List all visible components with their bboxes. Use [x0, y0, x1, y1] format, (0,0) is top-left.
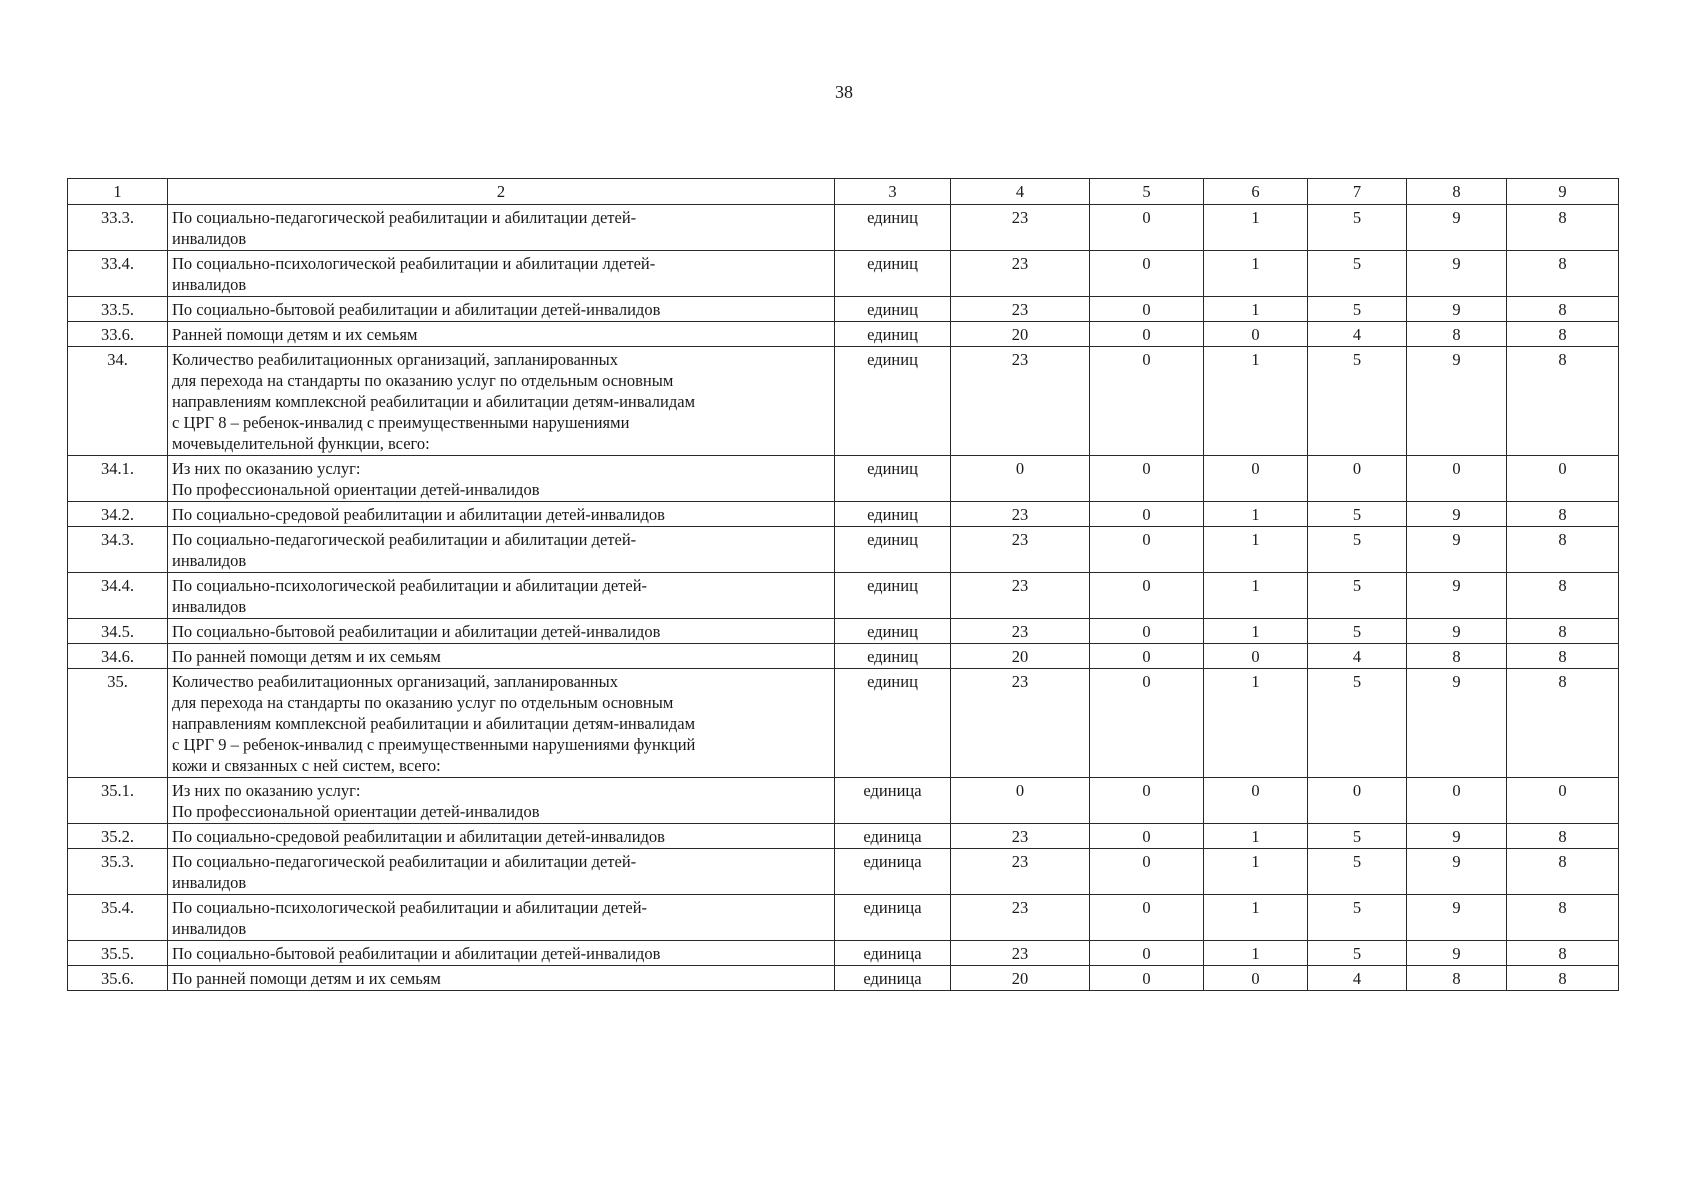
value-cell-col7: 5	[1308, 824, 1407, 849]
value-cell-col4: 23	[951, 347, 1090, 456]
value-cell-col8: 9	[1407, 895, 1507, 941]
value-cell-col9: 8	[1507, 322, 1619, 347]
row-description-cell: По социально-психологической реабилитации и абилитации детей- инвалидов	[168, 573, 835, 619]
value-cell-col4: 23	[951, 527, 1090, 573]
row-unit-cell: единица	[835, 849, 951, 895]
value-cell-col5: 0	[1090, 669, 1204, 778]
row-description-cell: Из них по оказанию услуг: По профессиональной ориентации детей-инвалидов	[168, 778, 835, 824]
row-unit-cell: единиц	[835, 251, 951, 297]
row-description-cell: Из них по оказанию услуг: По профессиональной ориентации детей-инвалидов	[168, 456, 835, 502]
row-number-cell: 33.5.	[68, 297, 168, 322]
value-cell-col8: 8	[1407, 322, 1507, 347]
value-cell-col4: 20	[951, 322, 1090, 347]
row-unit-cell: единица	[835, 824, 951, 849]
row-description-cell: По социально-психологической реабилитации и абилитации детей- инвалидов	[168, 895, 835, 941]
value-cell-col9: 8	[1507, 205, 1619, 251]
value-cell-col5: 0	[1090, 347, 1204, 456]
row-unit-cell: единица	[835, 778, 951, 824]
value-cell-col9: 0	[1507, 778, 1619, 824]
row-description-cell: По ранней помощи детям и их семьям	[168, 644, 835, 669]
value-cell-col8: 9	[1407, 502, 1507, 527]
row-description-cell: Ранней помощи детям и их семьям	[168, 322, 835, 347]
value-cell-col8: 8	[1407, 966, 1507, 991]
value-cell-col7: 5	[1308, 251, 1407, 297]
row-unit-cell: единиц	[835, 669, 951, 778]
value-cell-col6: 1	[1204, 669, 1308, 778]
value-cell-col5: 0	[1090, 527, 1204, 573]
value-cell-col5: 0	[1090, 824, 1204, 849]
value-cell-col4: 23	[951, 895, 1090, 941]
row-description-cell: По социально-педагогической реабилитации и абилитации детей- инвалидов	[168, 527, 835, 573]
value-cell-col7: 5	[1308, 205, 1407, 251]
table-row	[68, 824, 1619, 849]
value-cell-col9: 8	[1507, 849, 1619, 895]
value-cell-col7: 5	[1308, 573, 1407, 619]
row-description-cell: По социально-бытовой реабилитации и абилитации детей-инвалидов	[168, 941, 835, 966]
value-cell-col6: 1	[1204, 347, 1308, 456]
value-cell-col9: 0	[1507, 456, 1619, 502]
value-cell-col5: 0	[1090, 251, 1204, 297]
value-cell-col6: 1	[1204, 895, 1308, 941]
row-unit-cell: единиц	[835, 502, 951, 527]
table-row	[68, 669, 1619, 778]
row-number-cell: 33.4.	[68, 251, 168, 297]
value-cell-col8: 9	[1407, 824, 1507, 849]
row-unit-cell: единиц	[835, 619, 951, 644]
value-cell-col4: 23	[951, 619, 1090, 644]
row-unit-cell: единиц	[835, 297, 951, 322]
value-cell-col9: 8	[1507, 669, 1619, 778]
page-number: 38	[835, 82, 853, 102]
value-cell-col5: 0	[1090, 573, 1204, 619]
table-row	[68, 941, 1619, 966]
row-description-cell: По социально-бытовой реабилитации и абилитации детей-инвалидов	[168, 297, 835, 322]
row-unit-cell: единиц	[835, 644, 951, 669]
data-table	[67, 178, 1619, 991]
value-cell-col7: 0	[1308, 778, 1407, 824]
value-cell-col8: 9	[1407, 669, 1507, 778]
row-number-cell: 33.6.	[68, 322, 168, 347]
row-description-cell: По социально-педагогической реабилитации и абилитации детей- инвалидов	[168, 205, 835, 251]
value-cell-col7: 0	[1308, 456, 1407, 502]
row-number-cell: 34.4.	[68, 573, 168, 619]
value-cell-col4: 23	[951, 941, 1090, 966]
table-row	[68, 644, 1619, 669]
row-number-cell: 34.3.	[68, 527, 168, 573]
value-cell-col5: 0	[1090, 322, 1204, 347]
column-header: 4	[951, 179, 1090, 205]
table-row	[68, 527, 1619, 573]
row-number-cell: 33.3.	[68, 205, 168, 251]
table-body	[68, 205, 1619, 991]
value-cell-col8: 0	[1407, 456, 1507, 502]
value-cell-col5: 0	[1090, 849, 1204, 895]
value-cell-col4: 0	[951, 456, 1090, 502]
row-unit-cell: единиц	[835, 573, 951, 619]
row-number-cell: 34.1.	[68, 456, 168, 502]
table-row	[68, 251, 1619, 297]
value-cell-col6: 1	[1204, 824, 1308, 849]
value-cell-col6: 0	[1204, 778, 1308, 824]
value-cell-col5: 0	[1090, 644, 1204, 669]
row-number-cell: 34.5.	[68, 619, 168, 644]
row-unit-cell: единица	[835, 966, 951, 991]
value-cell-col5: 0	[1090, 966, 1204, 991]
table-row	[68, 456, 1619, 502]
value-cell-col9: 8	[1507, 573, 1619, 619]
value-cell-col5: 0	[1090, 619, 1204, 644]
value-cell-col6: 1	[1204, 573, 1308, 619]
row-description-cell: Количество реабилитационных организаций, запланированных для перехода на стандарты по оказанию услуг по отдельным основным направлениям комплексной реабилитации и абилитации детям-инвалидам с ЦРГ 8 – ребенок-инвалид с преимущественными нарушениями мочевыделительной функции, всего:	[168, 347, 835, 456]
column-header: 3	[835, 179, 951, 205]
value-cell-col8: 9	[1407, 205, 1507, 251]
value-cell-col9: 8	[1507, 895, 1619, 941]
value-cell-col9: 8	[1507, 644, 1619, 669]
value-cell-col8: 9	[1407, 619, 1507, 644]
table-header	[68, 179, 1619, 205]
row-description-cell: По социально-педагогической реабилитации и абилитации детей- инвалидов	[168, 849, 835, 895]
value-cell-col5: 0	[1090, 456, 1204, 502]
table-row	[68, 573, 1619, 619]
value-cell-col5: 0	[1090, 297, 1204, 322]
column-header: 6	[1204, 179, 1308, 205]
value-cell-col4: 0	[951, 778, 1090, 824]
value-cell-col7: 5	[1308, 297, 1407, 322]
row-unit-cell: единица	[835, 941, 951, 966]
value-cell-col8: 8	[1407, 644, 1507, 669]
row-number-cell: 35.4.	[68, 895, 168, 941]
table-row	[68, 778, 1619, 824]
table-row	[68, 297, 1619, 322]
value-cell-col8: 9	[1407, 941, 1507, 966]
value-cell-col5: 0	[1090, 778, 1204, 824]
row-description-cell: По социально-средовой реабилитации и абилитации детей-инвалидов	[168, 824, 835, 849]
column-header: 7	[1308, 179, 1407, 205]
row-unit-cell: единица	[835, 895, 951, 941]
column-header: 9	[1507, 179, 1619, 205]
row-number-cell: 35.2.	[68, 824, 168, 849]
value-cell-col4: 23	[951, 824, 1090, 849]
value-cell-col6: 0	[1204, 644, 1308, 669]
value-cell-col4: 23	[951, 205, 1090, 251]
value-cell-col5: 0	[1090, 205, 1204, 251]
row-number-cell: 35.1.	[68, 778, 168, 824]
table-row	[68, 205, 1619, 251]
value-cell-col9: 8	[1507, 502, 1619, 527]
value-cell-col6: 1	[1204, 941, 1308, 966]
value-cell-col8: 9	[1407, 527, 1507, 573]
value-cell-col6: 0	[1204, 966, 1308, 991]
value-cell-col9: 8	[1507, 619, 1619, 644]
row-description-cell: По ранней помощи детям и их семьям	[168, 966, 835, 991]
table-row	[68, 347, 1619, 456]
row-number-cell: 35.6.	[68, 966, 168, 991]
value-cell-col6: 1	[1204, 849, 1308, 895]
value-cell-col4: 23	[951, 849, 1090, 895]
row-description-cell: По социально-психологической реабилитации и абилитации лдетей- инвалидов	[168, 251, 835, 297]
value-cell-col7: 4	[1308, 322, 1407, 347]
value-cell-col7: 5	[1308, 619, 1407, 644]
row-unit-cell: единиц	[835, 322, 951, 347]
row-number-cell: 35.	[68, 669, 168, 778]
column-header: 5	[1090, 179, 1204, 205]
value-cell-col9: 8	[1507, 347, 1619, 456]
value-cell-col4: 23	[951, 669, 1090, 778]
value-cell-col8: 9	[1407, 251, 1507, 297]
value-cell-col9: 8	[1507, 941, 1619, 966]
value-cell-col9: 8	[1507, 824, 1619, 849]
value-cell-col7: 5	[1308, 941, 1407, 966]
row-description-cell: По социально-бытовой реабилитации и абилитации детей-инвалидов	[168, 619, 835, 644]
value-cell-col9: 8	[1507, 251, 1619, 297]
value-cell-col7: 4	[1308, 644, 1407, 669]
value-cell-col7: 5	[1308, 347, 1407, 456]
value-cell-col4: 23	[951, 251, 1090, 297]
row-description-cell: По социально-средовой реабилитации и абилитации детей-инвалидов	[168, 502, 835, 527]
value-cell-col4: 20	[951, 644, 1090, 669]
value-cell-col9: 8	[1507, 527, 1619, 573]
column-number-row	[68, 179, 1619, 205]
column-header: 2	[168, 179, 835, 205]
value-cell-col7: 5	[1308, 895, 1407, 941]
table-row	[68, 619, 1619, 644]
value-cell-col8: 0	[1407, 778, 1507, 824]
value-cell-col7: 5	[1308, 849, 1407, 895]
row-unit-cell: единиц	[835, 347, 951, 456]
row-unit-cell: единиц	[835, 205, 951, 251]
value-cell-col6: 1	[1204, 297, 1308, 322]
value-cell-col8: 9	[1407, 347, 1507, 456]
value-cell-col7: 4	[1308, 966, 1407, 991]
column-header: 8	[1407, 179, 1507, 205]
value-cell-col4: 23	[951, 502, 1090, 527]
value-cell-col9: 8	[1507, 297, 1619, 322]
table-row	[68, 895, 1619, 941]
value-cell-col6: 1	[1204, 205, 1308, 251]
row-number-cell: 35.5.	[68, 941, 168, 966]
table-row	[68, 849, 1619, 895]
value-cell-col6: 0	[1204, 322, 1308, 347]
row-number-cell: 34.	[68, 347, 168, 456]
value-cell-col8: 9	[1407, 573, 1507, 619]
column-header: 1	[68, 179, 168, 205]
table-row	[68, 966, 1619, 991]
value-cell-col8: 9	[1407, 297, 1507, 322]
value-cell-col9: 8	[1507, 966, 1619, 991]
value-cell-col8: 9	[1407, 849, 1507, 895]
value-cell-col6: 1	[1204, 502, 1308, 527]
row-description-cell: Количество реабилитационных организаций, запланированных для перехода на стандарты по оказанию услуг по отдельным основным направлениям комплексной реабилитации и абилитации детям-инвалидам с ЦРГ 9 – ребенок-инвалид с преимущественными нарушениями функций кожи и связанных с ней систем, всего:	[168, 669, 835, 778]
row-unit-cell: единиц	[835, 527, 951, 573]
value-cell-col6: 1	[1204, 251, 1308, 297]
value-cell-col7: 5	[1308, 669, 1407, 778]
value-cell-col6: 0	[1204, 456, 1308, 502]
value-cell-col6: 1	[1204, 527, 1308, 573]
row-number-cell: 35.3.	[68, 849, 168, 895]
value-cell-col7: 5	[1308, 502, 1407, 527]
table-row	[68, 322, 1619, 347]
value-cell-col6: 1	[1204, 619, 1308, 644]
row-unit-cell: единиц	[835, 456, 951, 502]
table-row	[68, 502, 1619, 527]
value-cell-col7: 5	[1308, 527, 1407, 573]
row-number-cell: 34.6.	[68, 644, 168, 669]
value-cell-col4: 23	[951, 573, 1090, 619]
value-cell-col5: 0	[1090, 895, 1204, 941]
value-cell-col5: 0	[1090, 502, 1204, 527]
value-cell-col5: 0	[1090, 941, 1204, 966]
row-number-cell: 34.2.	[68, 502, 168, 527]
value-cell-col4: 20	[951, 966, 1090, 991]
value-cell-col4: 23	[951, 297, 1090, 322]
